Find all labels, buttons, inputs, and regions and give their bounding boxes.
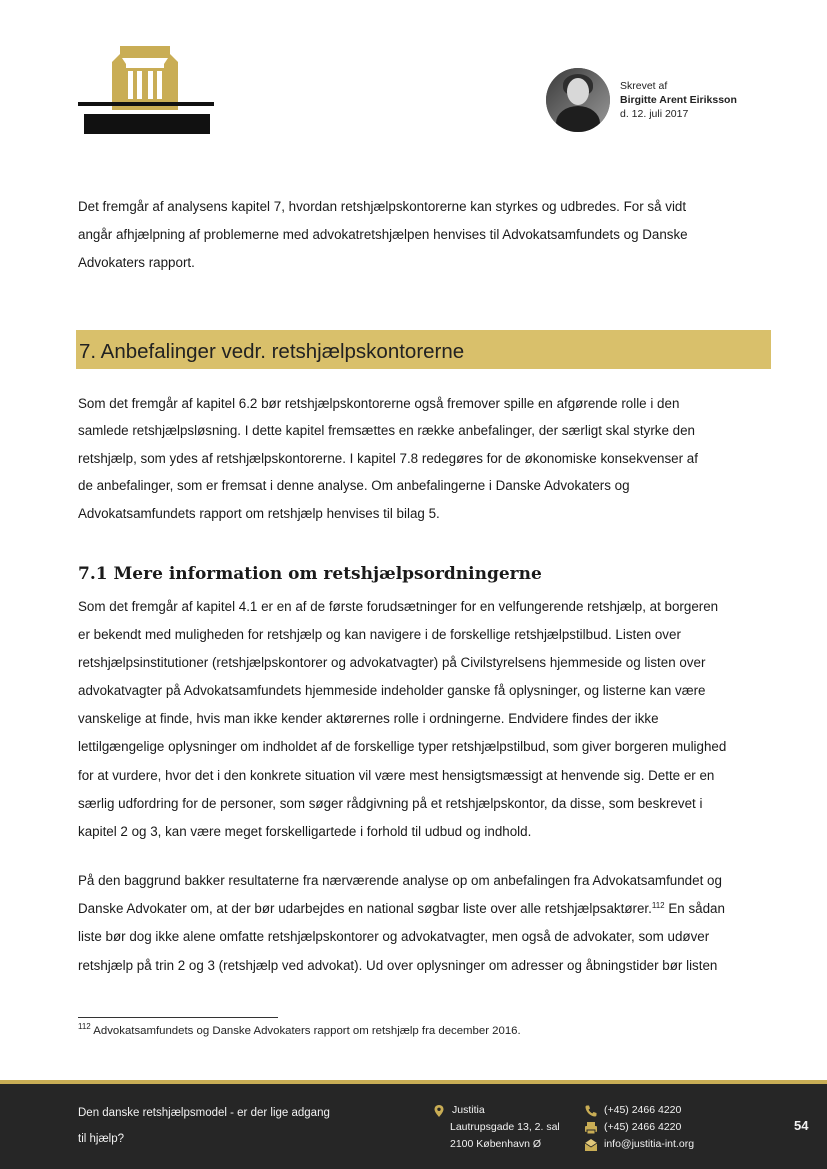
text-line: Det fremgår af analysens kapitel 7, hvordan retshjælpskontorerne kan styrkes og udbredes. For så vidt (78, 199, 687, 214)
text-line: angår afhjælpning af problemerne med advokatretshjælpen henvises til Advokatsamfundets og Danske (78, 227, 688, 243)
text-line: særlig udfordring for de personer, som søger rådgivning på et retshjælpskontor, da disse, som beskrevet i (78, 795, 703, 811)
footnote-reference[interactable]: 112 (651, 901, 665, 911)
footer-email[interactable]: info@justitia-int.org (604, 1138, 695, 1150)
text-line (78, 895, 768, 923)
footnote-divider (78, 1017, 278, 1018)
footer-city: 2100 København Ø (450, 1138, 542, 1150)
footer-fax[interactable]: (+45) 2466 4220 (604, 1121, 682, 1133)
footer-phone[interactable]: (+45) 2466 4220 (604, 1104, 682, 1116)
author-text (620, 79, 737, 121)
text-line: retshjælp på trin 2 og 3 (retshjælp ved advokat). Ud over oplysninger om adresser og åbningstider bør listen (78, 957, 718, 973)
text-line: advokatvagter på Advokatsamfundets hjemmeside indeholder ganske få oplysninger, og listerne kan være (78, 683, 706, 699)
text-line: for at vurdere, hvor det i den konkrete situation vil være mest hensigtsmæssigt at henvende sig. Dette er en (78, 767, 715, 783)
footer-org: Justitia (452, 1104, 485, 1116)
text-line: de anbefalinger, som er fremsat i denne analyse. Om anbefalingerne i Danske Advokaters og (78, 478, 630, 494)
justitia-logo (78, 44, 214, 136)
text-line: Som det fremgår af kapitel 6.2 bør retshjælpskontorerne også fremover spille en afgørende rolle i den (78, 396, 680, 411)
footer-address (432, 1102, 560, 1153)
text-line: Som det fremgår af kapitel 4.1 er en af de første forudsætninger for en velfungerende retshjælp, at borgeren (78, 599, 719, 614)
footnote-text: Advokatsamfundets og Danske Advokaters rapport om retshjælp fra december 2016. (90, 1025, 521, 1037)
intro-paragraph (78, 193, 768, 277)
text-line: Advokaters rapport. (78, 255, 195, 271)
footnote (78, 1022, 521, 1037)
chapter-heading: 7. Anbefalinger vedr. retshjælpskontorerne (76, 330, 771, 369)
author-label: Skrevet af (620, 80, 668, 92)
author-date: d. 12. juli 2017 (620, 108, 689, 120)
section-paragraph-2 (78, 867, 768, 980)
footer-street: Lautrupsgade 13, 2. sal (450, 1121, 560, 1133)
author-block (546, 68, 737, 132)
footer-title-line: Den danske retshjælpsmodel - er der lige adgang (78, 1107, 330, 1119)
fax-icon (584, 1121, 598, 1135)
footnote-number: 112 (78, 1022, 91, 1031)
author-avatar (546, 68, 610, 132)
phone-icon (584, 1104, 598, 1118)
text-line: liste bør dog ikke alene omfatte retshjælpskontorer og advokatvagter, men også de advokater, som udøver (78, 929, 710, 945)
text-line: er bekendt med muligheden for retshjælp og kan navigere i de forskellige retshjælpstilbud. Listen over (78, 627, 681, 643)
text-line: lettilgængelige oplysninger om indholdet af de forskellige typer retshjælpstilbud, som giver borgeren mulighed (78, 739, 727, 755)
text-line: kapitel 2 og 3, kan være meget forskelligartede i forhold til udbud og indhold. (78, 823, 532, 839)
mail-icon (584, 1138, 598, 1152)
text-line: På den baggrund bakker resultaterne fra nærværende analyse op om anbefalingen fra Advokatsamfundet og (78, 873, 722, 888)
footer-document-title (78, 1100, 378, 1152)
text-line: Advokatsamfundets rapport om retshjælp henvises til bilag 5. (78, 505, 440, 521)
location-pin-icon (432, 1104, 446, 1118)
text-line: vanskelige at finde, hvis man ikke kender aktørernes rolle i ordningerne. Endvidere findes der ikke (78, 711, 659, 727)
section-paragraph-1 (78, 593, 768, 846)
section-heading: 7.1 Mere information om retshjælpsordningerne (78, 564, 542, 584)
text-segment: Danske Advokater om, at der bør udarbejdes en national søgbar liste over alle retshjælpsaktører. (78, 901, 652, 917)
text-line: retshjælp, som ydes af retshjælpskontorerne. I kapitel 7.8 redegøres for de økonomiske konsekvenser af (78, 450, 698, 466)
text-segment: En sådan (664, 901, 725, 917)
text-line: retshjælpsinstitutioner (retshjælpskontorer og advokatvagter) på Civilstyrelsens hjemmeside og listen over (78, 655, 706, 671)
footer-title-line: til hjælp? (78, 1133, 125, 1145)
page-number: 54 (794, 1118, 809, 1133)
footer-contact (584, 1102, 694, 1153)
page-footer (0, 1084, 827, 1169)
chapter-intro-paragraph (78, 390, 768, 527)
text-line: samlede retshjælpsløsning. I dette kapitel fremsættes en række anbefalinger, der særligt skal styrke den (78, 423, 695, 439)
author-name: Birgitte Arent Eiriksson (620, 94, 737, 106)
